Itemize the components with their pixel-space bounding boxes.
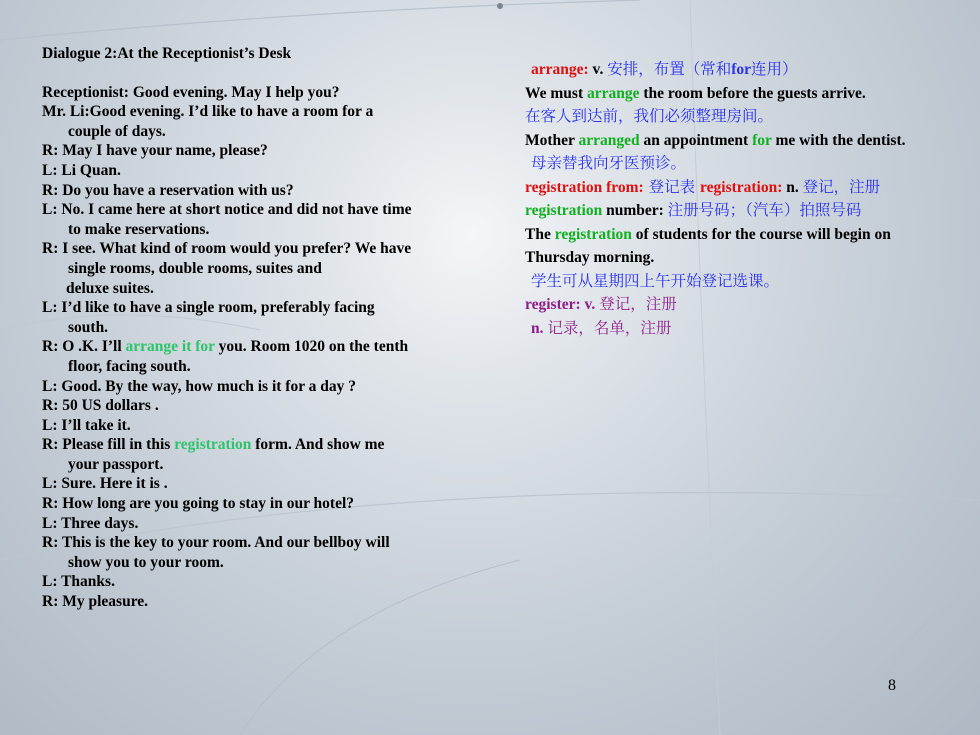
dialogue-line: R: O .K. I’ll arrange it for you. Room 1020 on the tenth — [42, 338, 409, 356]
example-translation: 在客人到达前，我们必须整理房间。 — [525, 107, 774, 125]
dialogue-line: L: Li Quan. — [42, 161, 121, 179]
vocab-register: register: v. 登记，注册 — [525, 295, 677, 313]
dialogue-line: R: May I have your name, please? — [42, 142, 268, 160]
dialogue-column — [42, 44, 506, 612]
vocab-arrange: arrange: v. 安排，布置（常和for连用） — [531, 60, 798, 78]
dialogue-line: L: I’d like to have a single room, preferably facing — [42, 299, 375, 317]
dialogue-line: R: Please fill in this registration form. And show me — [42, 436, 385, 454]
dialogue-line: R: How long are you going to stay in our hotel? — [42, 495, 355, 513]
vocabulary-column — [525, 58, 950, 340]
dialogue-title: Dialogue 2:At the Receptionist’s Desk — [42, 45, 292, 62]
vocab-registration-number: registration number: 注册号码；（汽车）拍照号码 — [525, 201, 862, 219]
page-number: 8 — [888, 677, 896, 694]
dialogue-line: L: Sure. Here it is . — [42, 475, 168, 493]
dialogue-line-cont: show you to your room. — [68, 553, 224, 571]
dialogue-line: R: Do you have a reservation with us? — [42, 181, 294, 199]
dialogue-line-cont: couple of days. — [68, 122, 166, 140]
dialogue-line: L: Good. By the way, how much is it for a day ? — [42, 377, 357, 395]
dialogue-line-cont: south. — [68, 318, 109, 336]
vocab-registration: registration from: 登记表 registration: n. 登记，注册 — [525, 177, 881, 196]
vocab-register-noun: n. 记录，名单，注册 — [531, 318, 672, 337]
dialogue-line-cont: single rooms, double rooms, suites and — [68, 259, 322, 277]
dialogue-line: Mr. Li:Good evening. I’d like to have a room for a — [42, 103, 374, 121]
dialogue-line: R: My pleasure. — [42, 593, 149, 611]
highlight-arrange: arrange it for — [125, 338, 215, 356]
example-sentence: We must arrange the room before the guests arrive. — [525, 84, 866, 102]
dialogue-line: R: 50 US dollars . — [42, 397, 159, 415]
example-translation: 母亲替我向牙医预诊。 — [531, 154, 687, 172]
dialogue-line: L: I’ll take it. — [42, 416, 131, 434]
dialogue-line: L: Thanks. — [42, 573, 115, 591]
dialogue-line-cont: to make reservations. — [68, 220, 210, 238]
dialogue-line: Receptionist: Good evening. May I help you? — [42, 83, 340, 101]
example-translation: 学生可从星期四上午开始登记选课。 — [531, 271, 780, 290]
dialogue-line: L: Three days. — [42, 514, 139, 532]
dialogue-line-cont: your passport. — [68, 455, 164, 473]
example-sentence: The registration of students for the course will begin on Thursday morning. — [525, 225, 891, 266]
dialogue-line-cont: deluxe suites. — [66, 279, 154, 297]
dialogue-line: R: I see. What kind of room would you prefer? We have — [42, 240, 412, 258]
dialogue-line: R: This is the key to your room. And our bellboy will — [42, 534, 390, 552]
example-sentence: Mother arranged an appointment for me with the dentist. — [525, 131, 906, 149]
dialogue-line: L: No. I came here at short notice and did not have time — [42, 201, 412, 219]
dialogue-line-cont: floor, facing south. — [68, 357, 191, 375]
highlight-registration: registration — [174, 436, 252, 454]
